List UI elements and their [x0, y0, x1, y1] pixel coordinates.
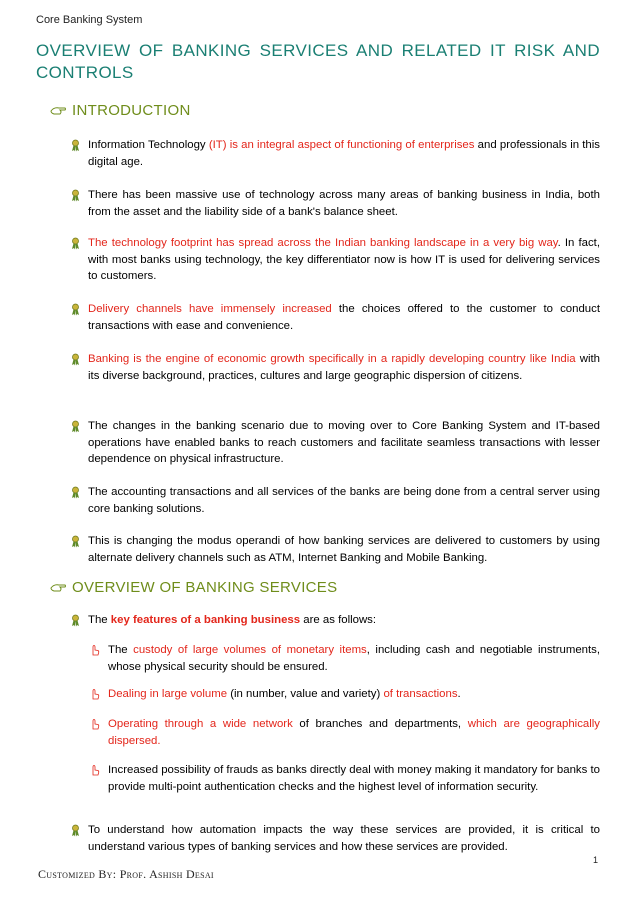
text-segment: Delivery channels have immensely increased: [88, 303, 332, 315]
text-segment: key features of a banking business: [110, 614, 301, 626]
bullet-item: [70, 187, 600, 220]
text-segment: custody of large volumes of monetary items: [133, 644, 367, 656]
bullet-text: [90, 642, 600, 675]
section-heading-introduction: [50, 102, 191, 119]
pointing-finger-icon: [90, 688, 100, 700]
bullet-item: [70, 137, 600, 170]
award-ribbon-icon: [70, 535, 81, 548]
text-segment: (IT) is an integral aspect of functioning of enterprises: [208, 139, 475, 151]
award-ribbon-icon: [70, 237, 81, 250]
text-segment: of transactions: [383, 688, 458, 700]
pointing-finger-icon: [90, 644, 100, 656]
bullet-text: [70, 187, 600, 220]
text-segment: (in number, value and variety): [227, 688, 384, 700]
text-segment: .: [457, 688, 461, 700]
bullet-text: [70, 235, 600, 285]
page-number: 1: [592, 855, 598, 865]
text-segment: Information Technology: [88, 139, 209, 151]
bullet-text: [70, 822, 600, 855]
text-segment: and professionals in this digital age.: [88, 139, 600, 168]
bullet-text: [70, 612, 600, 629]
award-ribbon-icon: [70, 614, 81, 627]
text-segment: which are geographically dispersed.: [108, 718, 600, 747]
text-segment: The: [88, 614, 111, 626]
running-header: Core Banking System: [36, 14, 143, 26]
bullet-item: [70, 533, 600, 566]
bullet-text: [70, 418, 600, 468]
sub-bullet-item: [90, 686, 600, 703]
text-segment: The technology footprint has spread across the Indian banking landscape in a very big way: [88, 237, 558, 249]
section-heading-label: OVERVIEW OF BANKING SERVICES: [72, 579, 338, 596]
section-heading-label: INTRODUCTION: [72, 102, 191, 119]
text-segment: To understand how automation impacts the way these services are provided, it is critical to understand various types of banking services and how these services are provided.: [88, 824, 600, 853]
bullet-item: [70, 484, 600, 517]
text-segment: Banking is the engine of economic growth specifically in a rapidly developing country like India: [88, 353, 576, 365]
footer-credit: Customized By: Prof. Ashish Desai: [38, 867, 214, 881]
text-segment: Increased possibility of frauds as banks directly deal with money making it mandatory for banks to provide multi-point authentication checks and the highest level of information security.: [108, 764, 600, 793]
bullet-text: [70, 301, 600, 334]
award-ribbon-icon: [70, 486, 81, 499]
award-ribbon-icon: [70, 420, 81, 433]
bullet-text: [70, 533, 600, 566]
text-segment: The: [108, 644, 134, 656]
text-segment: the choices offered to the customer to conduct transactions with ease and convenience.: [88, 303, 600, 332]
award-ribbon-icon: [70, 189, 81, 202]
bullet-item: [70, 418, 600, 468]
text-segment: . In fact, with most banks using technology, the key differentiator now is how IT is used for delivering services to customers.: [88, 237, 600, 282]
bullet-text: [90, 686, 600, 703]
award-ribbon-icon: [70, 139, 81, 152]
text-segment: The accounting transactions and all services of the banks are being done from a central server using core banking solutions.: [88, 486, 600, 515]
text-segment: are as follows:: [300, 614, 377, 626]
pointing-finger-icon: [90, 718, 100, 730]
text-segment: with its diverse background, practices, cultures and large geographic dispersion of citizens.: [88, 353, 601, 382]
bullet-item: [70, 301, 600, 334]
pointing-finger-icon: [90, 764, 100, 776]
bullet-item: [70, 612, 600, 629]
bullet-item: [70, 235, 600, 285]
bullet-text: [70, 484, 600, 517]
award-ribbon-icon: [70, 303, 81, 316]
text-segment: There has been massive use of technology across many areas of banking business in India, both from the asset and the liability side of a bank's balance sheet.: [88, 189, 600, 218]
bullet-text: [70, 137, 600, 170]
text-segment: This is changing the modus operandi of how banking services are delivered to customers by using alternate delivery channels such as ATM, Internet Banking and Mobile Banking.: [88, 535, 600, 564]
text-segment: The changes in the banking scenario due to moving over to Core Banking System and IT-based operations have enabled banks to reach customers and facilitate seamless transactions with lesser dependence on physical infrastructure.: [88, 420, 600, 465]
sub-bullet-item: [90, 716, 600, 749]
pointing-hand-icon: [50, 105, 66, 116]
award-ribbon-icon: [70, 824, 81, 837]
sub-bullet-item: [90, 762, 600, 795]
bullet-text: [90, 762, 600, 795]
sub-bullet-item: [90, 642, 600, 675]
text-segment: Operating through a wide network: [108, 718, 293, 730]
bullet-item: [70, 822, 600, 855]
bullet-item: [70, 351, 600, 384]
page-title: OVERVIEW OF BANKING SERVICES AND RELATED IT RISK AND CONTROLS: [36, 41, 600, 82]
section-heading-overview: [50, 579, 337, 596]
text-segment: of branches and departments,: [292, 718, 468, 730]
bullet-text: [70, 351, 600, 384]
text-segment: Dealing in large volume: [108, 688, 228, 700]
pointing-hand-icon: [50, 582, 66, 593]
bullet-text: [90, 716, 600, 749]
text-segment: , including cash and negotiable instruments, whose physical security should be ensured.: [108, 644, 601, 673]
award-ribbon-icon: [70, 353, 81, 366]
